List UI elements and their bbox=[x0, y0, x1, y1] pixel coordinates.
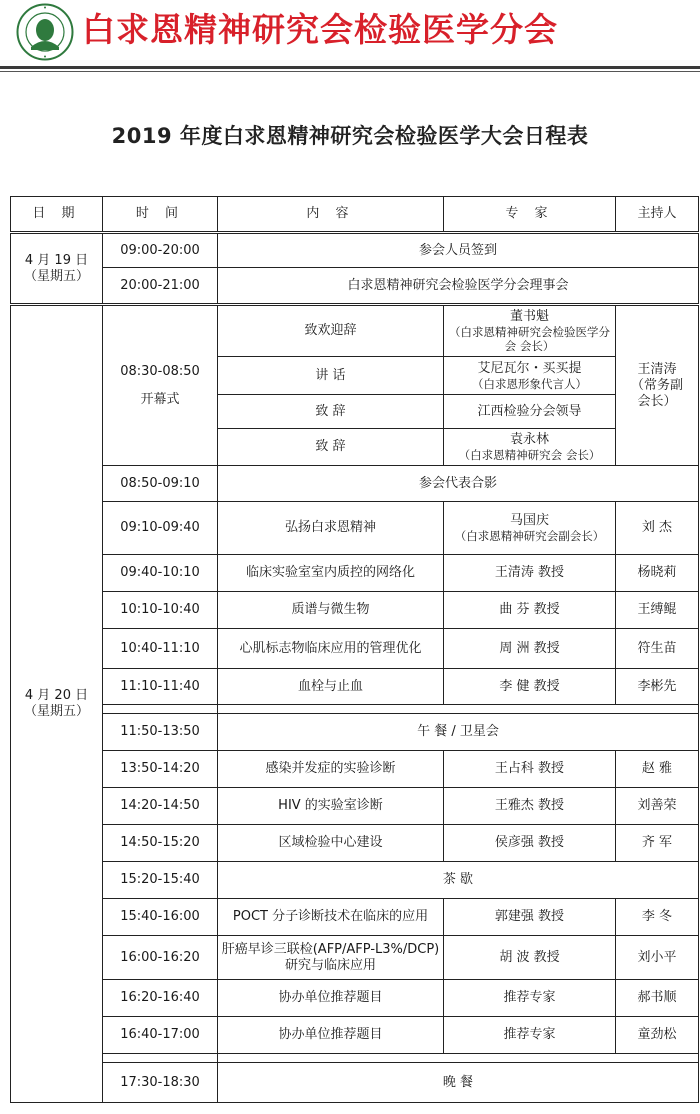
table-row bbox=[11, 592, 699, 629]
organization-name: 白求恩精神研究会检验医学分会 bbox=[82, 10, 558, 49]
host-cell: 赵 雅 bbox=[616, 751, 699, 788]
date-cell-day1 bbox=[11, 233, 103, 305]
table-row bbox=[11, 751, 699, 788]
expert-cell: 胡 波 教授 bbox=[444, 936, 616, 980]
time-cell: 13:50-14:20 bbox=[103, 751, 218, 788]
content-cell: 血栓与止血 bbox=[218, 669, 444, 705]
content-cell: 区域检验中心建设 bbox=[218, 825, 444, 862]
time-cell: 11:50-13:50 bbox=[103, 714, 218, 751]
host-cell: 刘善荣 bbox=[616, 788, 699, 825]
expert-cell: 王雅杰 教授 bbox=[444, 788, 616, 825]
time-cell: 10:40-11:10 bbox=[103, 629, 218, 669]
table-row bbox=[11, 899, 699, 936]
expert-cell: 推荐专家 bbox=[444, 1017, 616, 1054]
col-header-content: 内 容 bbox=[218, 197, 444, 233]
content-cell: 质谱与微生物 bbox=[218, 592, 444, 629]
host-cell: 童劲松 bbox=[616, 1017, 699, 1054]
table-gap-row bbox=[11, 705, 699, 714]
expert-note: （白求恩形象代言人） bbox=[472, 376, 587, 391]
letterhead-rule-thin bbox=[0, 71, 700, 72]
col-header-host: 主持人 bbox=[616, 197, 699, 233]
table-row bbox=[11, 936, 699, 980]
content-cell: 午 餐 / 卫星会 bbox=[218, 714, 699, 751]
time-cell: 15:40-16:00 bbox=[103, 899, 218, 936]
host-cell: 杨晓莉 bbox=[616, 555, 699, 592]
time-cell: 10:10-10:40 bbox=[103, 592, 218, 629]
opening-time: 08:30-08:50 bbox=[120, 363, 200, 379]
time-cell: 09:10-09:40 bbox=[103, 502, 218, 555]
time-cell: 16:40-17:00 bbox=[103, 1017, 218, 1054]
time-cell: 17:30-18:30 bbox=[103, 1063, 218, 1103]
time-cell: 15:20-15:40 bbox=[103, 862, 218, 899]
host-cell: 齐 军 bbox=[616, 825, 699, 862]
table-row bbox=[11, 714, 699, 751]
expert-cell: 侯彦强 教授 bbox=[444, 825, 616, 862]
col-header-time: 时 间 bbox=[103, 197, 218, 233]
content-cell: 参会人员签到 bbox=[218, 233, 699, 268]
expert-name: 马国庆 bbox=[509, 513, 549, 528]
content-cell: 致欢迎辞 bbox=[218, 305, 444, 357]
table-row bbox=[11, 825, 699, 862]
society-logo-icon bbox=[16, 3, 74, 61]
time-cell: 16:00-16:20 bbox=[103, 936, 218, 980]
table-row bbox=[11, 555, 699, 592]
content-cell: 感染并发症的实验诊断 bbox=[218, 751, 444, 788]
content-cell: 临床实验室室内质控的网络化 bbox=[218, 555, 444, 592]
expert-cell: 李 健 教授 bbox=[444, 669, 616, 705]
opening-time-cell bbox=[103, 305, 218, 466]
schedule-table bbox=[10, 196, 699, 1103]
table-row bbox=[11, 629, 699, 669]
expert-note: （白求恩精神研究会检验医学分会 会长） bbox=[449, 325, 610, 353]
table-header-row bbox=[11, 197, 699, 233]
table-row bbox=[11, 466, 699, 502]
expert-cell: 推荐专家 bbox=[444, 980, 616, 1017]
time-cell: 11:10-11:40 bbox=[103, 669, 218, 705]
time-cell: 16:20-16:40 bbox=[103, 980, 218, 1017]
date-label: 4 月 20 日 bbox=[24, 688, 89, 703]
host-cell: 符生苗 bbox=[616, 629, 699, 669]
content-cell: 参会代表合影 bbox=[218, 466, 699, 502]
content-cell: 晚 餐 bbox=[218, 1063, 699, 1103]
expert-note: （白求恩精神研究会 会长） bbox=[458, 448, 601, 462]
date-cell-day2 bbox=[11, 305, 103, 1103]
table-row bbox=[11, 502, 699, 555]
expert-cell: 王占科 教授 bbox=[444, 751, 616, 788]
time-cell: 08:50-09:10 bbox=[103, 466, 218, 502]
expert-cell: 周 洲 教授 bbox=[444, 629, 616, 669]
table-row bbox=[11, 1017, 699, 1054]
expert-name: 袁永林 bbox=[509, 432, 549, 447]
weekday-label: （星期五） bbox=[23, 704, 89, 719]
expert-name: 艾尼瓦尔・买买提 bbox=[477, 360, 582, 376]
content-cell: POCT 分子诊断技术在临床的应用 bbox=[218, 899, 444, 936]
table-row bbox=[11, 268, 699, 305]
document-title: 2019 年度白求恩精神研究会检验医学大会日程表 bbox=[111, 124, 589, 148]
table-gap-row bbox=[11, 1054, 699, 1063]
expert-cell bbox=[444, 502, 616, 555]
date-label: 4 月 19 日 bbox=[24, 252, 89, 268]
host-cell: 刘小平 bbox=[616, 936, 699, 980]
content-cell: 白求恩精神研究会检验医学分会理事会 bbox=[218, 268, 699, 305]
content-cell: 协办单位推荐题目 bbox=[218, 980, 444, 1017]
expert-cell bbox=[444, 305, 616, 357]
time-cell: 09:00-20:00 bbox=[103, 233, 218, 268]
content-cell: 心肌标志物临床应用的管理优化 bbox=[218, 629, 444, 669]
col-header-date: 日 期 bbox=[11, 197, 103, 233]
content-cell: 致 辞 bbox=[218, 395, 444, 429]
expert-cell bbox=[444, 357, 616, 395]
content-cell: HIV 的实验室诊断 bbox=[218, 788, 444, 825]
host-cell: 刘 杰 bbox=[616, 502, 699, 555]
host-cell: 郝书顺 bbox=[616, 980, 699, 1017]
table-row bbox=[11, 305, 699, 357]
content-cell: 茶 歇 bbox=[218, 862, 699, 899]
table-row bbox=[11, 980, 699, 1017]
time-cell: 09:40-10:10 bbox=[103, 555, 218, 592]
expert-note: （白求恩精神研究会副会长） bbox=[454, 529, 605, 543]
table-row bbox=[11, 788, 699, 825]
letterhead bbox=[0, 0, 700, 66]
col-header-expert: 专 家 bbox=[444, 197, 616, 233]
host-cell: 李 冬 bbox=[616, 899, 699, 936]
host-cell: 王缚鲲 bbox=[616, 592, 699, 629]
expert-cell: 郭建强 教授 bbox=[444, 899, 616, 936]
expert-cell: 王清涛 教授 bbox=[444, 555, 616, 592]
letterhead-rule bbox=[0, 66, 700, 69]
table-row bbox=[11, 669, 699, 705]
time-cell: 14:20-14:50 bbox=[103, 788, 218, 825]
host-cell: 李彬先 bbox=[616, 669, 699, 705]
content-cell: 协办单位推荐题目 bbox=[218, 1017, 444, 1054]
content-cell: 致 辞 bbox=[218, 429, 444, 466]
expert-name: 董书魁 bbox=[509, 309, 549, 324]
table-row bbox=[11, 862, 699, 899]
content-cell: 讲 话 bbox=[218, 357, 444, 395]
time-cell: 20:00-21:00 bbox=[103, 268, 218, 305]
expert-cell: 江西检验分会领导 bbox=[444, 395, 616, 429]
expert-cell bbox=[444, 429, 616, 466]
table-row bbox=[11, 233, 699, 268]
table-row bbox=[11, 1063, 699, 1103]
content-cell: 肝癌早诊三联检(AFP/AFP-L3%/DCP)研究与临床应用 bbox=[218, 936, 444, 980]
opening-label: 开幕式 bbox=[140, 391, 180, 407]
time-cell: 14:50-15:20 bbox=[103, 825, 218, 862]
weekday-label: （星期五） bbox=[23, 268, 89, 284]
opening-host-cell: 王清涛（常务副会长） bbox=[616, 305, 699, 466]
content-cell: 弘扬白求恩精神 bbox=[218, 502, 444, 555]
expert-cell: 曲 芬 教授 bbox=[444, 592, 616, 629]
